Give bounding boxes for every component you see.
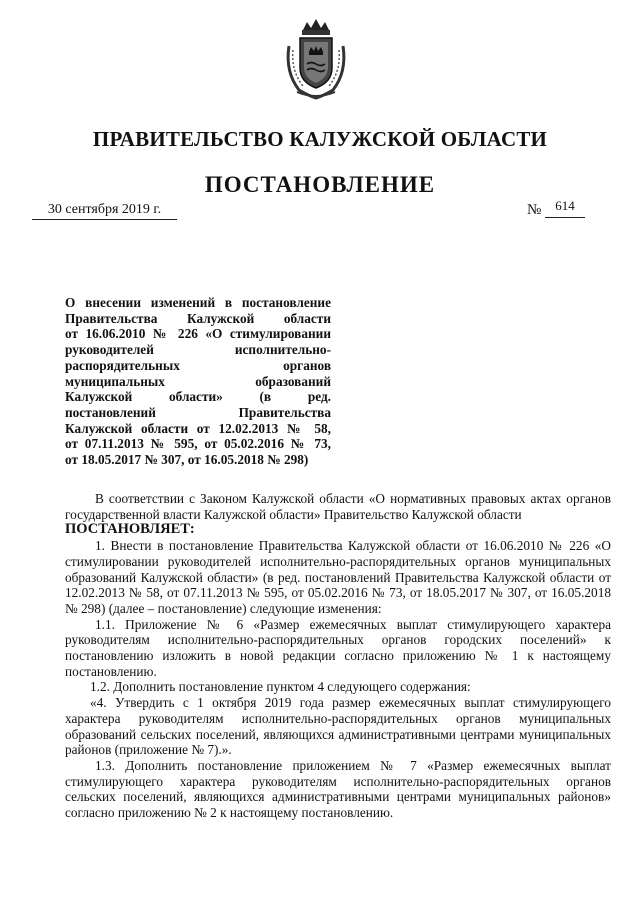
subject-line: муниципальных образований (65, 373, 331, 389)
number-sign: № (527, 202, 542, 218)
subject-line: от 18.05.2017 № 307, от 16.05.2018 № 298) (65, 452, 309, 468)
subject-line: руководителей исполнительно- (65, 342, 331, 358)
subject-line: постановлений Правительства (65, 404, 331, 420)
subject-line: от 16.06.2010 № 226 «О стимулировании (65, 326, 331, 342)
document-number: 614 (545, 198, 585, 218)
coat-of-arms-icon (283, 16, 349, 100)
preamble-paragraph: В соответствии с Законом Калужской области «О нормативных правовых актах органов государственной власти Калужской области» Правительство Калужской области (65, 491, 611, 522)
document-type-title: ПОСТАНОВЛЕНИЕ (204, 172, 436, 197)
subject-line: Калужской области от 12.02.2013 № 58, (65, 420, 331, 436)
organization-title: ПРАВИТЕЛЬСТВО КАЛУЖСКОЙ ОБЛАСТИ (92, 127, 548, 151)
paragraph-1-1: 1.1. Приложение № 6 «Размер ежемесячных выплат стимулирующего характера руководителям исполнительно-распорядительных органов городских поселений» к постановлению изложить в новой редакции согласно приложению № 1 к настоящему постановлению. (65, 616, 611, 679)
document-subject (65, 295, 331, 468)
subject-line: Правительства Калужской области (65, 310, 331, 326)
paragraph-1: 1. Внести в постановление Правительства Калужской области от 16.06.2010 № 226 «О стимулировании руководителей исполнительно-распорядительных органов муниципальных образований Калужской области» (в ред. постановлений Правительства Калужской области от 12.02.2013 № 58, от 07.11.2013 № 595, от 05.02.2016 № 73, от 18.05.2017 № 307, от 16.05.2018 № 298) (далее – постановление) следующие изменения: (65, 538, 611, 616)
document-date: 30 сентября 2019 г. (32, 202, 177, 220)
subject-line: Калужской области» (в ред. (65, 389, 331, 405)
subject-line: О внесении изменений в постановление (65, 295, 331, 310)
document-body (65, 491, 611, 821)
paragraph-1-2-quote: «4. Утвердить с 1 октября 2019 года размер ежемесячных выплат стимулирующего характера руководителям исполнительно-распорядительных органов муниципальных образований сельских поселений, являющихся административными центрами муниципальных районов (приложение № 7).». (65, 695, 611, 758)
paragraph-1-3: 1.3. Дополнить постановление приложением № 7 «Размер ежемесячных выплат стимулирующего характера руководителям исполнительно-распорядительных органов сельских поселений, являющихся административными центрами муниципальных районов» согласно приложению № 2 к настоящему постановлению. (65, 757, 611, 821)
subject-line: распорядительных органов (65, 357, 331, 373)
paragraph-1-2: 1.2. Дополнить постановление пунктом 4 следующего содержания: (90, 679, 471, 695)
decree-word: ПОСТАНОВЛЯЕТ: (65, 521, 195, 538)
subject-line: от 07.11.2013 № 595, от 05.02.2016 № 73, (65, 436, 331, 452)
